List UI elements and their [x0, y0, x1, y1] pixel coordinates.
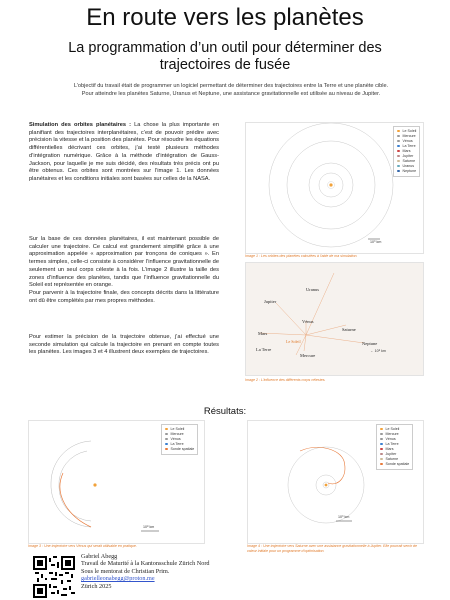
label-soleil: Le Soleil	[286, 339, 301, 344]
author-school: Travail de Maturité à la Kantonsschule Zürich Nord	[81, 560, 210, 568]
legend-item: Vénus	[165, 437, 194, 442]
legend-item: Mercure	[165, 432, 194, 437]
legend-item: Uranus	[397, 164, 416, 169]
label-saturne: Saturne	[342, 327, 356, 332]
legend-item: Vénus	[380, 437, 409, 442]
legend-item: Le Soleil	[165, 427, 194, 432]
legend-item: Jupiter	[397, 154, 416, 159]
image4-caption: Image 4 : Une trajectoire vers Saturne avec une assistance gravitationnelle à Jupiter. Elle pourrait servir de valeur initiale pour un programme d’optimisation.	[247, 544, 418, 553]
sun-dot	[325, 484, 328, 487]
legend-item: Le Soleil	[397, 129, 416, 134]
image2-scale: ← 10⁸ km	[370, 349, 386, 353]
label-neptune: Neptune	[362, 341, 378, 346]
legend-item: Saturne	[397, 159, 416, 164]
label-terre: La Terre	[256, 347, 272, 352]
label-venus: Vénus	[302, 319, 314, 324]
legend-item: Mercure	[397, 134, 416, 139]
image3-panel	[28, 420, 205, 544]
legend-item: Sonde spatiale	[165, 447, 194, 452]
image2-caption: Image 2 : L’influence des différents corps célestes.	[245, 378, 326, 382]
probe-path	[60, 473, 91, 527]
probe-path	[300, 447, 345, 484]
legend-item: Sonde spatiale	[380, 462, 409, 467]
label-uranus: Uranus	[306, 287, 319, 292]
section-precision: Pour estimer la précision de la trajectoire obtenue, j’ai effectué une seconde simulation qui calcule la trajectoire en prenant en compte toutes les planètes. Les images 3 et 4 illustrent deux exemples de trajectoires.	[29, 334, 219, 356]
image3-caption: Image 3 : Une trajectoire vers Vénus qui serait utilisable en pratique.	[28, 544, 137, 548]
image1-legend	[393, 126, 420, 177]
intro-text: L’objectif du travail était de programmer un logiciel permettant de déterminer des trajectoires entre la Terre et une planète cible. Pour atteindre les planètes Saturne, Uranus et Neptune, une assistance gravitationnelle est utilisée au niveau de Jupiter.	[73, 83, 389, 97]
label-mercure: Mercure	[300, 353, 316, 358]
image1-scale: 10⁹ km	[370, 240, 382, 244]
author-mentor: Sous le mentorat de Christian Prim.	[81, 567, 170, 575]
legend-item: Vénus	[397, 139, 416, 144]
image2-influence-diagram	[246, 263, 423, 375]
label-jupiter: Jupiter	[264, 299, 277, 304]
section-orbits-heading: Simulation des orbites planétaires :	[29, 122, 132, 128]
legend-item: Neptune	[397, 169, 416, 174]
image4-panel	[247, 420, 424, 544]
image1-caption: Image 1 : Les orbites des planètes calculées à l’aide de ma simulation.	[245, 254, 358, 258]
image4-scale: 10⁹ km	[338, 515, 350, 519]
author-block	[81, 553, 209, 590]
image3-scale: 10⁸ km	[143, 525, 155, 529]
section-orbits	[29, 122, 219, 184]
author-place-year: Zürich 2025	[81, 582, 112, 590]
orbit-terre	[51, 441, 91, 527]
sun-dot	[329, 183, 332, 186]
results-heading: Résultats:	[203, 406, 247, 417]
legend-item: Jupiter	[380, 452, 409, 457]
section-orbits-text: La chose la plus importante en planifiant des trajectoires interplanétaires, c’est de pouvoir prédire avec précision la vitesse et la position des planètes. Pour résoudre les équations différentielles décrivant ces orbites, j’ai testé plusieurs méthodes d’intégration numérique. Grâce à la méthode d’intégration de Gauss-Jackson, pour laquelle je me suis décidé, des résultats très précis ont pu être obtenus. Ces orbites sont montrées sur l’image 1. Les données planétaires et les conditions initiales sont basées sur celles de la NASA.	[29, 122, 219, 182]
image3-legend	[161, 424, 198, 455]
qr-code-icon	[33, 556, 75, 598]
image1-panel	[245, 122, 424, 254]
sun-dot	[93, 483, 96, 486]
section-trajectory	[29, 236, 219, 305]
image4-legend	[376, 424, 413, 470]
author-email-link[interactable]: gabrielleonabegg@proton.me	[81, 575, 155, 583]
legend-item: La Terre	[165, 442, 194, 447]
legend-item: Le Soleil	[380, 427, 409, 432]
section-trajectory-text2: Pour parvenir à la trajectoire finale, des concepts décrits dans la littérature ont dû être complétés par mes propres méthodes.	[29, 289, 219, 304]
label-mars: Mars	[258, 331, 268, 336]
legend-item: Mars	[380, 447, 409, 452]
image2-panel	[245, 262, 424, 376]
section-trajectory-text1: Sur la base de ces données planétaires, il est maintenant possible de calculer une trajectoire. Ce calcul est grandement simplifié grâce à une approximation appelée « approximation par tronçons de coniques ». En termes simples, celle-ci consiste à considérer l’influence gravitationnelle de seulement un seul corps céleste à la fois. L’image 2 illustre la taille des zones d’influence des planètes, tandis que l’influence gravitationnelle du Soleil est représentée en orange.	[29, 236, 219, 289]
legend-item: Saturne	[380, 457, 409, 462]
legend-item: La Terre	[380, 442, 409, 447]
legend-item: Mercure	[380, 432, 409, 437]
author-name: Gabriel Abegg	[81, 553, 118, 560]
legend-item: La Terre	[397, 144, 416, 149]
poster-subtitle: La programmation d’un outil pour déterminer des trajectoires de fusée	[68, 40, 382, 73]
orbit-venus	[59, 451, 91, 521]
poster-title: En route vers les planètes	[86, 4, 364, 31]
legend-item: Mars	[397, 149, 416, 154]
